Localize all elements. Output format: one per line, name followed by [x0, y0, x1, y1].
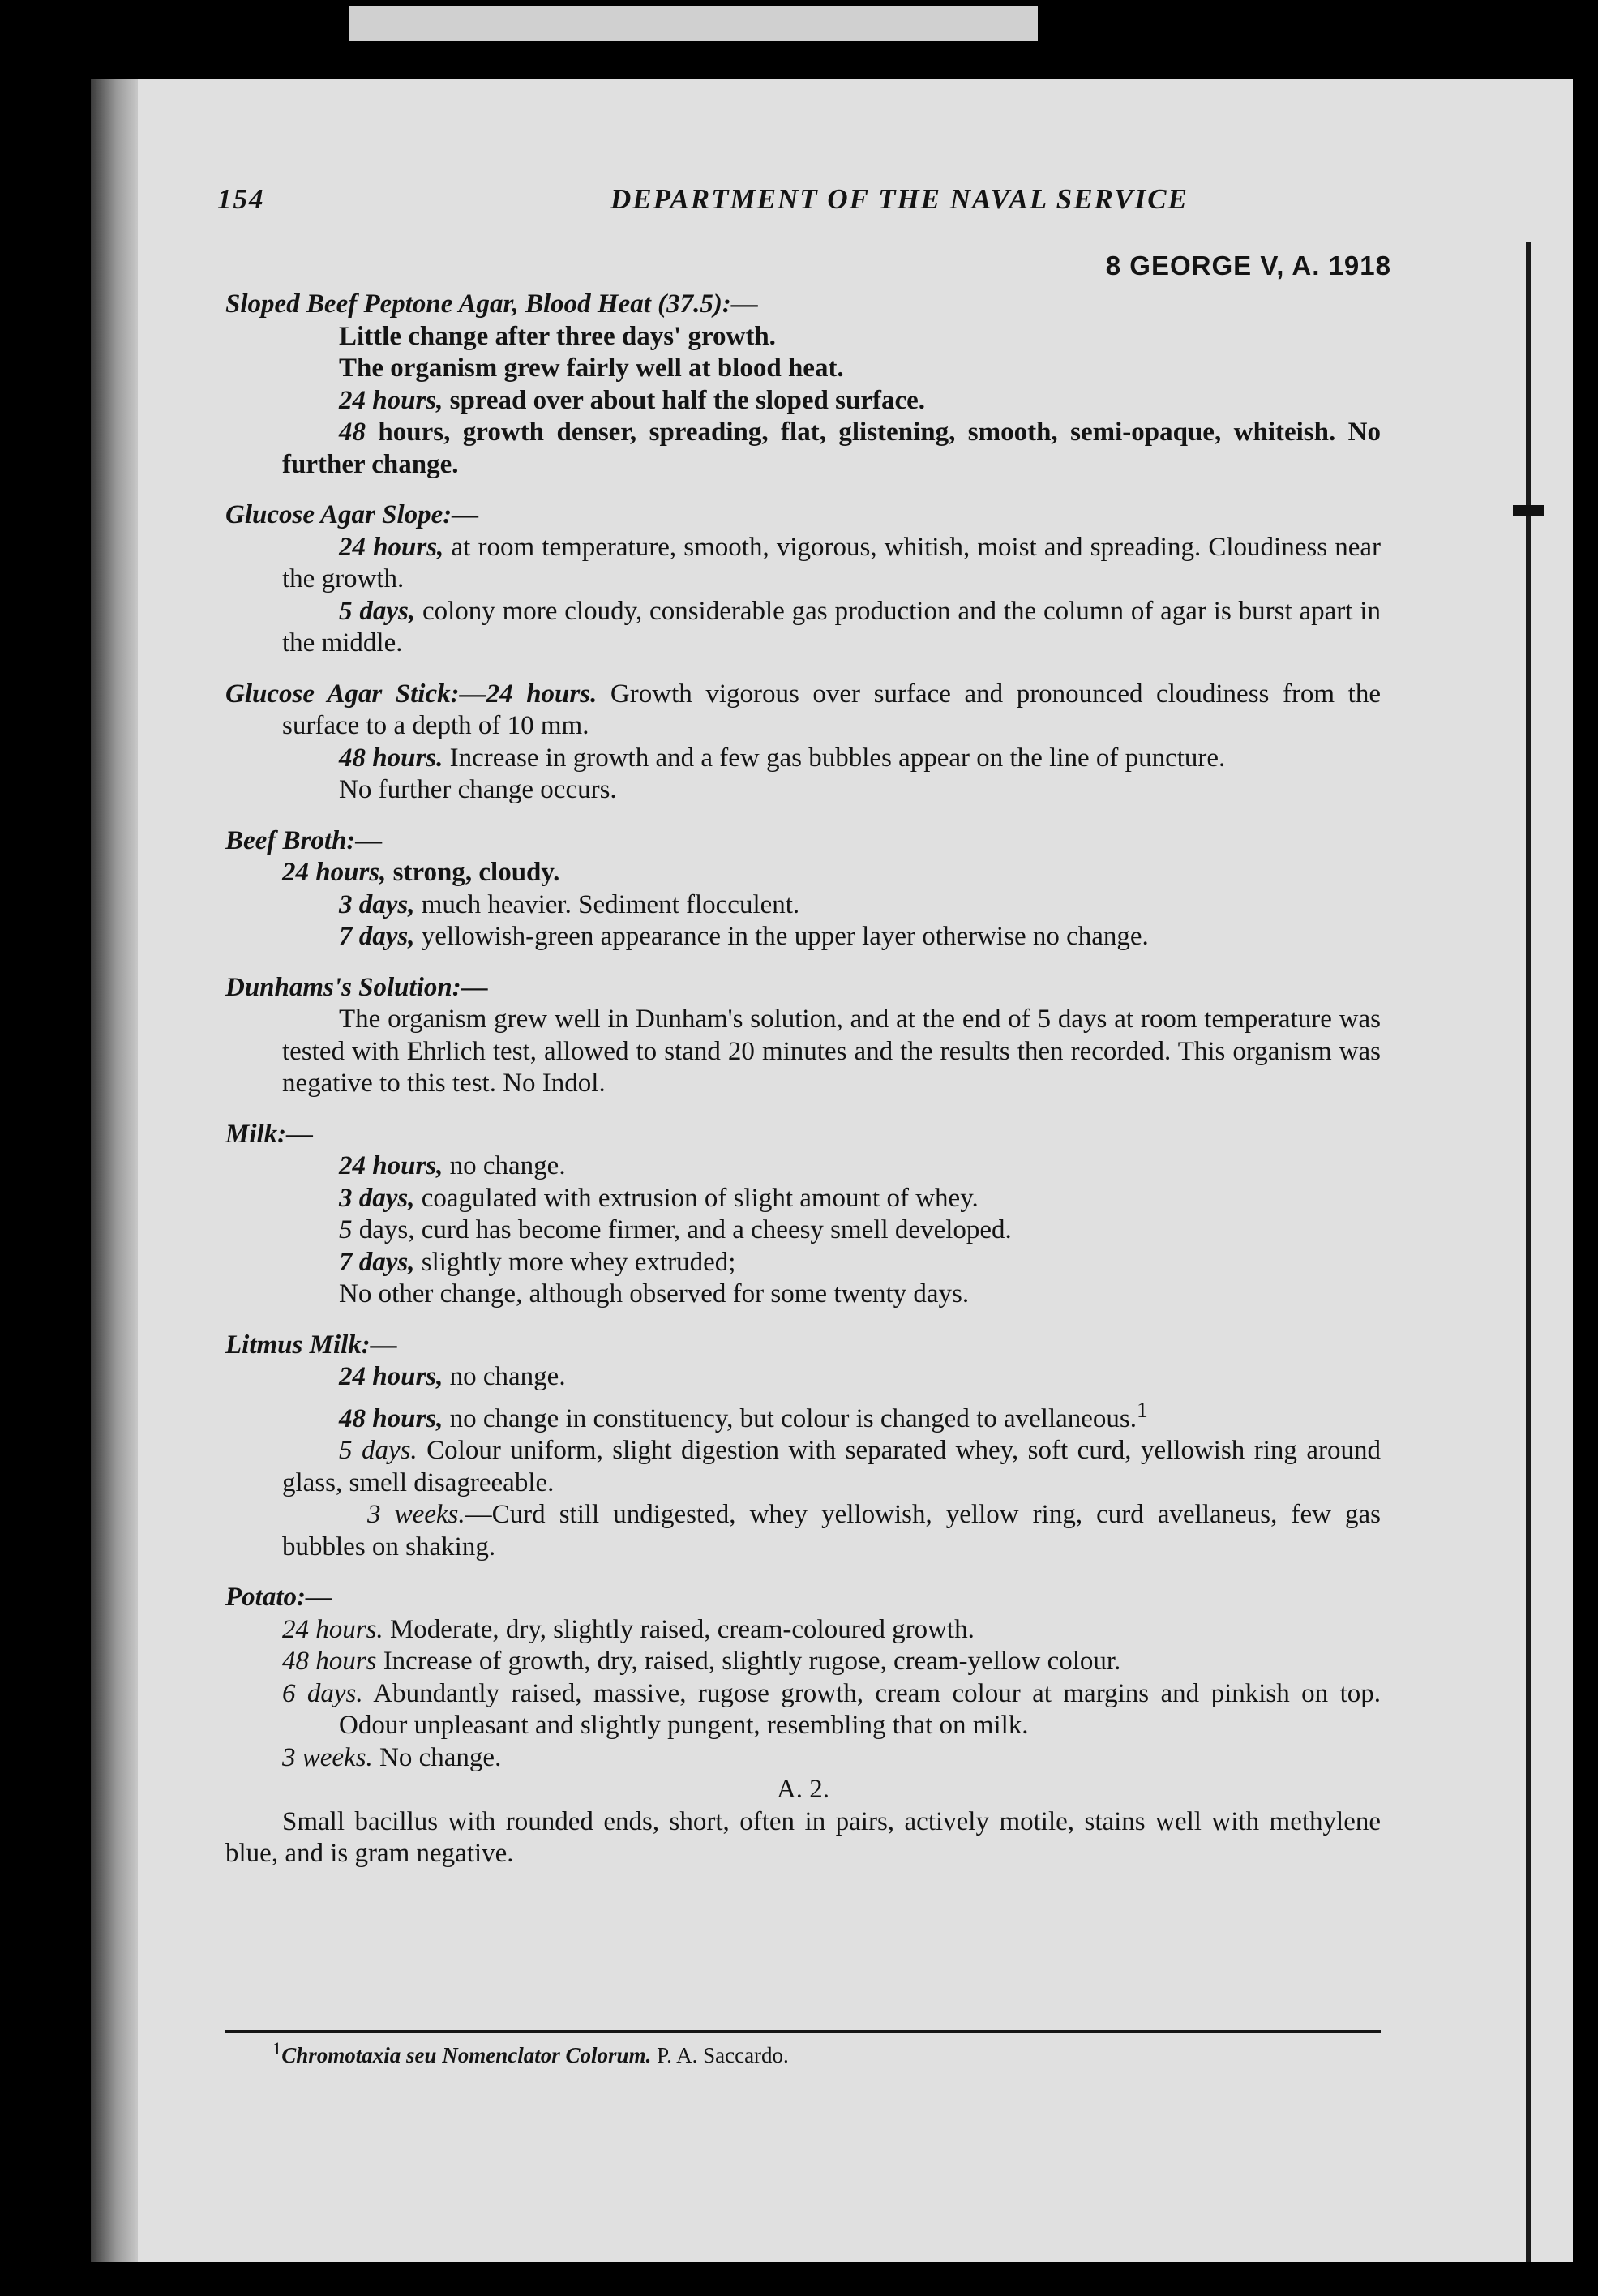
section-heading: Beef Broth:— — [225, 825, 383, 855]
text-paragraph: The organism grew well in Dunham's solution, and at the end of 5 days at room temperature was tested with Ehrlich test, allowed to stand 20 minutes and the results then recorded. This organism was negative to this test. No Indol. — [282, 1004, 1381, 1098]
section-heading: Glucose Agar Stick:—24 hours. Growth vigorous over surface and pronounced cloudiness from the surface to a depth of 10 mm. — [225, 679, 1381, 740]
text-line: 3 days, coagulated with extrusion of slight amount of whey. — [339, 1183, 979, 1213]
margin-mark — [1513, 505, 1544, 516]
text-line: 7 days, slightly more whey extruded; — [339, 1247, 736, 1277]
text-paragraph: 6 days. Abundantly raised, massive, rugose growth, cream colour at margins and pinkish on top. Odour unpleasant and slightly pungent, resembling that on milk. — [282, 1678, 1381, 1740]
text-line: 24 hours. Moderate, dry, slightly raised, cream-coloured growth. — [282, 1614, 975, 1644]
session-line: 8 GEORGE V, A. 1918 — [1105, 251, 1391, 281]
text-line: 7 days, yellowish-green appearance in the upper layer otherwise no change. — [339, 922, 1149, 951]
section-heading: Potato:— — [225, 1583, 332, 1612]
text-line: No further change occurs. — [339, 775, 617, 804]
text-line: 48 hours Increase of growth, dry, raised, slightly rugose, cream-yellow colour. — [282, 1647, 1121, 1676]
document-page — [91, 79, 1573, 2262]
binding-shadow — [91, 79, 138, 2262]
scan-top-strip — [349, 6, 1038, 41]
text-line: 24 hours, spread over about half the sloped surface. — [339, 385, 926, 415]
page-title: DEPARTMENT OF THE NAVAL SERVICE — [610, 183, 1189, 215]
section-heading: Milk:— — [225, 1119, 314, 1149]
section-heading: Dunhams's Solution:— — [225, 972, 488, 1002]
footnote-ref: 1 — [1137, 1396, 1148, 1422]
text-line: 24 hours, strong, cloudy. — [282, 858, 560, 887]
text-paragraph: 48 hours, growth denser, spreading, flat, glistening, smooth, semi-opaque, whiteish. No further change. — [282, 418, 1381, 479]
text-line: 48 hours, no change in constituency, but colour is changed to avellaneous.$^1$ — [339, 1396, 1148, 1433]
text-line: The organism grew fairly well at blood heat. — [339, 353, 844, 383]
text-line: 24 hours, no change. — [339, 1151, 566, 1180]
page-number: 154 — [217, 183, 265, 215]
text-line: 24 hours, no change. — [339, 1362, 566, 1391]
text-paragraph: 5 days. Colour uniform, slight digestion with separated whey, soft curd, yellowish ring around glass, smell disagreeable. — [282, 1436, 1381, 1497]
text-line: 3 days, much heavier. Sediment flocculent. — [339, 889, 800, 919]
right-margin-line — [1526, 242, 1531, 2262]
footnote-rule — [225, 2030, 1381, 2033]
page-body — [225, 289, 1381, 1870]
text-paragraph: 5 days, colony more cloudy, considerable gas production and the column of agar is burst apart in the middle. — [282, 596, 1381, 658]
section-heading: Glucose Agar Slope:— — [225, 500, 479, 529]
text-paragraph: Small bacillus with rounded ends, short, often in pairs, actively motile, stains well with methylene blue, and is gram negative. — [225, 1806, 1381, 1868]
text-line: Little change after three days' growth. — [339, 321, 776, 351]
text-line: 5 days, curd has become firmer, and a cheesy smell developed. — [339, 1215, 1012, 1244]
text-line: 3 weeks. No change. — [282, 1742, 502, 1772]
text-paragraph: 24 hours, at room temperature, smooth, vigorous, whitish, moist and spreading. Cloudiness near the growth. — [282, 532, 1382, 593]
section-heading-a2: A. 2. — [776, 1775, 830, 1804]
text-paragraph: 48 hours. Increase in growth and a few gas bubbles appear on the line of puncture. — [339, 743, 1226, 773]
footnote: $^1$Chromotaxia seu Nomenclator Colorum. P. A. Saccardo. — [272, 2038, 789, 2067]
text-line: No other change, although observed for some twenty days. — [339, 1279, 970, 1309]
section-heading: Sloped Beef Peptone Agar, Blood Heat (37.5):— — [225, 289, 758, 319]
section-heading: Litmus Milk:— — [225, 1330, 397, 1360]
text-paragraph: 3 weeks.—Curd still undigested, whey yellowish, yellow ring, curd avellaneus, few gas bubbles on shaking. — [282, 1500, 1381, 1561]
